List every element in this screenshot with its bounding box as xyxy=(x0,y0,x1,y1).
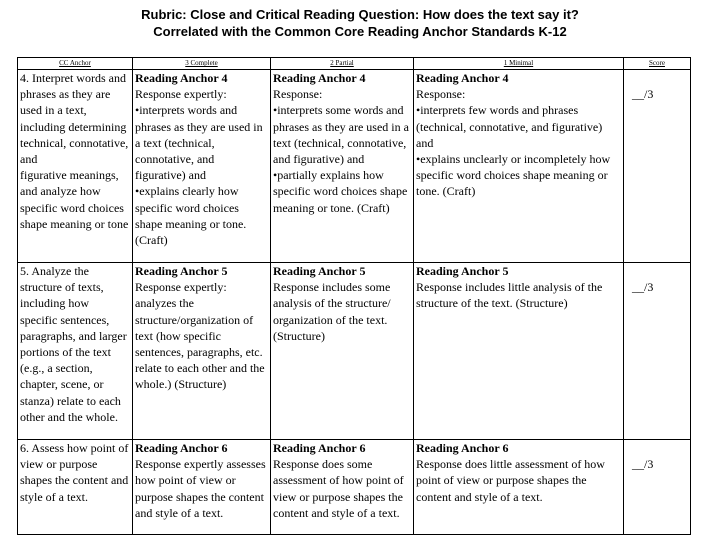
cell-line: (e.g., a section, xyxy=(20,361,93,376)
cell-line: Response: xyxy=(416,87,466,102)
header-partial: 2 Partial xyxy=(271,58,414,70)
score-value: __/3 xyxy=(632,457,654,471)
cell-line: tone. (Craft) xyxy=(416,184,476,199)
cell-line: text (how specific xyxy=(135,328,221,343)
partial-cell xyxy=(271,263,414,440)
cell-line: (technical, connotative, and figurative) xyxy=(416,119,603,134)
partial-cell xyxy=(271,70,414,263)
cell-heading: Reading Anchor 4 xyxy=(135,71,228,85)
anchor-cell xyxy=(18,70,133,263)
cell-line: •partially explains how xyxy=(273,168,384,183)
cell-line: portions of the text xyxy=(20,345,111,360)
cell-line: Response includes some xyxy=(273,280,391,295)
cell-line: other and the whole. xyxy=(20,409,118,424)
cell-line: how point of view or xyxy=(135,473,236,488)
cell-line: structure/organization of xyxy=(135,312,254,327)
cell-line: content and style of a text. xyxy=(416,489,543,504)
header-minimal: 1 Minimal xyxy=(414,58,624,70)
cell-heading: Reading Anchor 5 xyxy=(273,264,366,278)
rubric-row xyxy=(18,263,691,440)
cell-line: structure of texts, xyxy=(20,280,104,295)
cell-line: and xyxy=(20,152,38,167)
cell-line: shape meaning or tone. xyxy=(135,216,247,231)
cell-line: •interprets some words and xyxy=(273,103,404,118)
cell-line: 5. Analyze the xyxy=(20,264,89,278)
cell-line: sentences, paragraphs, etc. xyxy=(135,345,263,360)
cell-line: point of view or purpose shapes the xyxy=(416,473,587,488)
minimal-cell xyxy=(414,263,624,440)
cell-line: relate to each other and the xyxy=(135,361,265,376)
header-anchor: CC Anchor xyxy=(18,58,133,70)
header-row xyxy=(18,58,691,70)
cell-line: paragraphs, and larger xyxy=(20,328,127,343)
cell-line: meaning or tone. (Craft) xyxy=(273,200,390,215)
cell-line: and analyze how xyxy=(20,184,101,199)
cell-line: including how xyxy=(20,296,89,311)
cell-line: organization of the text. xyxy=(273,312,388,327)
cell-heading: Reading Anchor 6 xyxy=(273,441,366,455)
page-title xyxy=(0,6,720,40)
complete-cell xyxy=(133,263,271,440)
title-line-2: Correlated with the Common Core Reading Anchor Standards K-12 xyxy=(153,24,567,39)
cell-line: content and style of a text. xyxy=(273,505,400,520)
cell-line: whole.) (Structure) xyxy=(135,377,227,392)
rubric-row xyxy=(18,440,691,535)
cell-line: specific word choices shape meaning or xyxy=(416,168,608,183)
cell-line: •explains unclearly or incompletely how xyxy=(416,152,611,167)
cell-line: connotative, and xyxy=(135,152,215,167)
cell-line: Response includes little analysis of the xyxy=(416,280,603,295)
anchor-cell xyxy=(18,440,133,535)
minimal-cell xyxy=(414,70,624,263)
cell-heading: Reading Anchor 5 xyxy=(416,264,509,278)
cell-line: assessment of how point of xyxy=(273,473,404,488)
complete-cell xyxy=(133,440,271,535)
cell-line: specific word choices shape xyxy=(273,184,408,199)
cell-heading: Reading Anchor 4 xyxy=(273,71,366,85)
cell-line: structure of the text. (Structure) xyxy=(416,296,568,311)
cell-line: style of a text. xyxy=(20,489,88,504)
cell-line: Response expertly: xyxy=(135,87,227,102)
cell-heading: Reading Anchor 6 xyxy=(416,441,509,455)
cell-line: Response does little assessment of how xyxy=(416,457,605,472)
cell-line: view or purpose xyxy=(20,457,98,472)
score-cell xyxy=(624,440,691,535)
cell-line: and xyxy=(416,135,434,150)
cell-line: including determining xyxy=(20,119,127,134)
cell-line: view or purpose shapes the xyxy=(273,489,403,504)
cell-line: and figurative) and xyxy=(273,152,365,167)
cell-line: Response does some xyxy=(273,457,373,472)
score-cell xyxy=(624,263,691,440)
cell-line: Response expertly assesses xyxy=(135,457,266,472)
cell-line: specific word choices xyxy=(135,200,239,215)
complete-cell xyxy=(133,70,271,263)
cell-heading: Reading Anchor 6 xyxy=(135,441,228,455)
minimal-cell xyxy=(414,440,624,535)
cell-line: analysis of the structure/ xyxy=(273,296,391,311)
cell-line: specific word choices xyxy=(20,200,124,215)
cell-line: shape meaning or tone xyxy=(20,216,129,231)
score-value: __/3 xyxy=(632,280,654,294)
cell-line: figurative meanings, xyxy=(20,168,119,183)
header-complete: 3 Complete xyxy=(133,58,271,70)
cell-line: technical, connotative, xyxy=(20,135,129,150)
cell-line: Response expertly: xyxy=(135,280,227,295)
score-cell xyxy=(624,70,691,263)
cell-line: phrases as they are used in xyxy=(135,119,263,134)
cell-line: purpose shapes the content xyxy=(135,489,264,504)
header-score: Score xyxy=(624,58,691,70)
cell-line: figurative) and xyxy=(135,168,206,183)
cell-line: a text (technical, xyxy=(135,135,215,150)
cell-line: chapter, scene, or xyxy=(20,377,104,392)
rubric-table xyxy=(17,57,691,535)
cell-line: used in a text, xyxy=(20,103,87,118)
cell-heading: Reading Anchor 5 xyxy=(135,264,228,278)
cell-line: phrases as they are xyxy=(20,87,111,102)
cell-line: 6. Assess how point of xyxy=(20,441,129,455)
title-line-1: Rubric: Close and Critical Reading Question: How does the text say it? xyxy=(141,7,579,22)
cell-line: Response: xyxy=(273,87,323,102)
cell-line: shapes the content and xyxy=(20,473,129,488)
score-value: __/3 xyxy=(632,87,654,101)
anchor-cell xyxy=(18,263,133,440)
cell-line: stanza) relate to each xyxy=(20,393,121,408)
cell-line: •interprets few words and phrases xyxy=(416,103,579,118)
cell-line: (Craft) xyxy=(135,233,168,248)
cell-line: •interprets words and xyxy=(135,103,238,118)
cell-line: 4. Interpret words and xyxy=(20,71,126,85)
cell-line: (Structure) xyxy=(273,328,325,343)
cell-heading: Reading Anchor 4 xyxy=(416,71,509,85)
cell-line: analyzes the xyxy=(135,296,194,311)
cell-line: and style of a text. xyxy=(135,505,224,520)
rubric-row xyxy=(18,70,691,263)
cell-line: phrases as they are used in a xyxy=(273,119,409,134)
cell-line: specific sentences, xyxy=(20,312,110,327)
partial-cell xyxy=(271,440,414,535)
cell-line: text (technical, connotative, xyxy=(273,135,407,150)
cell-line: •explains clearly how xyxy=(135,184,239,199)
